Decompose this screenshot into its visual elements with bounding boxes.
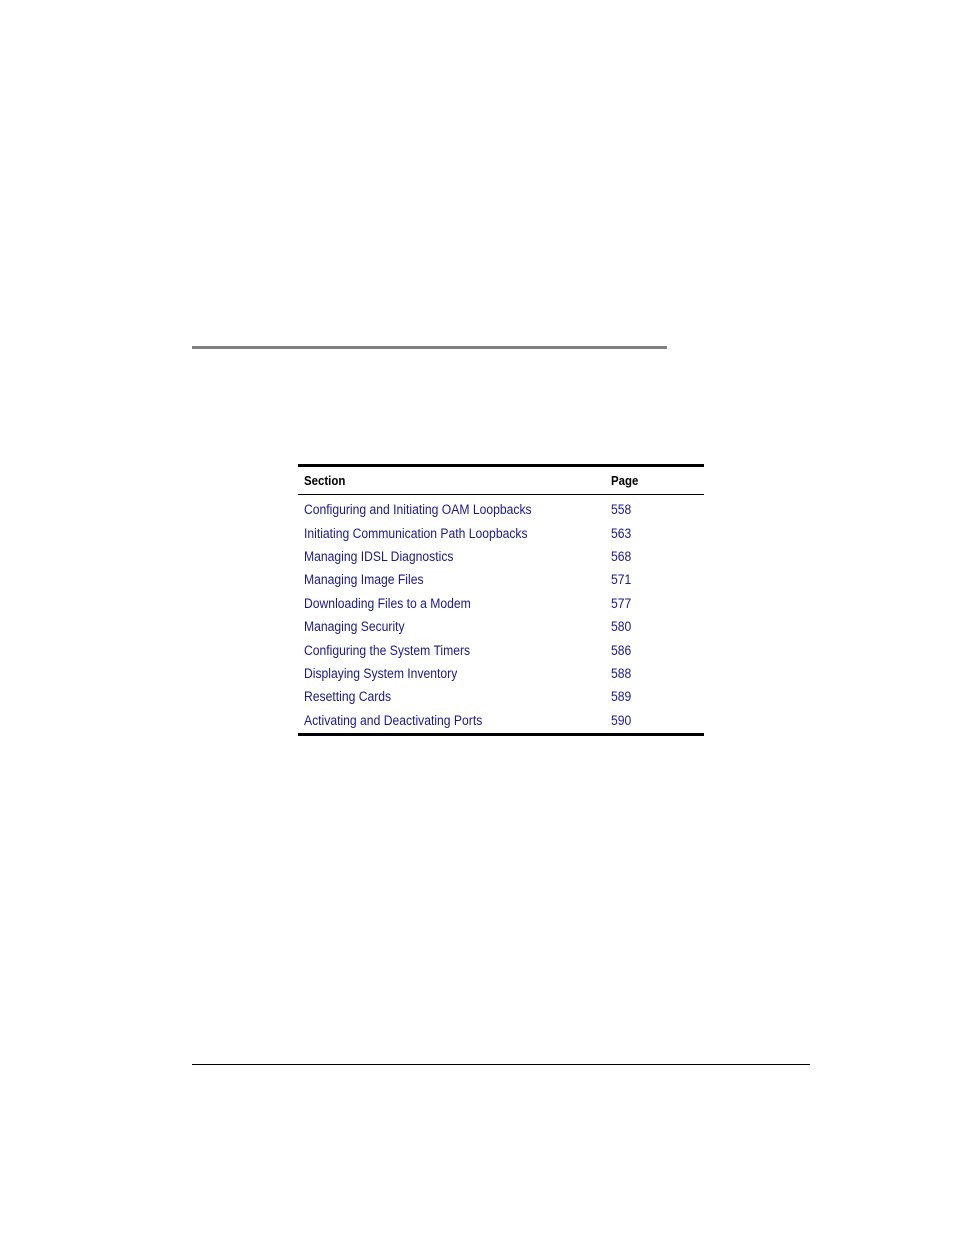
section-link[interactable]: Managing Security xyxy=(304,619,405,635)
section-link[interactable]: Managing IDSL Diagnostics xyxy=(304,548,454,564)
page-link[interactable]: 590 xyxy=(605,709,704,735)
section-link[interactable]: Downloading Files to a Modem xyxy=(304,595,471,611)
table-row xyxy=(298,521,704,544)
table-row xyxy=(298,709,704,735)
table-row xyxy=(298,568,704,591)
page-column-header: Page xyxy=(605,466,704,495)
section-column-header: Section xyxy=(298,466,605,495)
page-link[interactable]: 568 xyxy=(610,548,632,564)
table-row xyxy=(298,495,704,522)
page-link[interactable]: 588 xyxy=(610,665,632,681)
page-link[interactable]: 563 xyxy=(610,525,632,541)
footer-rule xyxy=(192,1064,810,1065)
page-link[interactable]: 577 xyxy=(610,595,632,611)
section-link[interactable]: Activating and Deactivating Ports xyxy=(298,709,605,735)
table-row xyxy=(298,545,704,568)
table-row xyxy=(298,638,704,661)
page-link[interactable]: 571 xyxy=(610,572,632,588)
table-row xyxy=(298,615,704,638)
section-link[interactable]: Resetting Cards xyxy=(304,689,392,705)
section-link[interactable]: Initiating Communication Path Loopbacks xyxy=(304,525,528,541)
chapter-contents-table xyxy=(298,464,704,736)
table-row xyxy=(298,685,704,708)
page-link[interactable]: 586 xyxy=(610,642,632,658)
page-link[interactable]: 558 xyxy=(610,502,632,518)
page-link[interactable]: 580 xyxy=(610,619,632,635)
chapter-title-rule xyxy=(192,346,667,349)
section-link[interactable]: Configuring the System Timers xyxy=(304,642,471,658)
table-row xyxy=(298,662,704,685)
table-row xyxy=(298,592,704,615)
section-link[interactable]: Displaying System Inventory xyxy=(304,665,458,681)
section-link[interactable]: Managing Image Files xyxy=(304,572,424,588)
table-header-row xyxy=(298,466,704,495)
page-link[interactable]: 589 xyxy=(610,689,632,705)
section-link[interactable]: Configuring and Initiating OAM Loopbacks xyxy=(304,502,532,518)
